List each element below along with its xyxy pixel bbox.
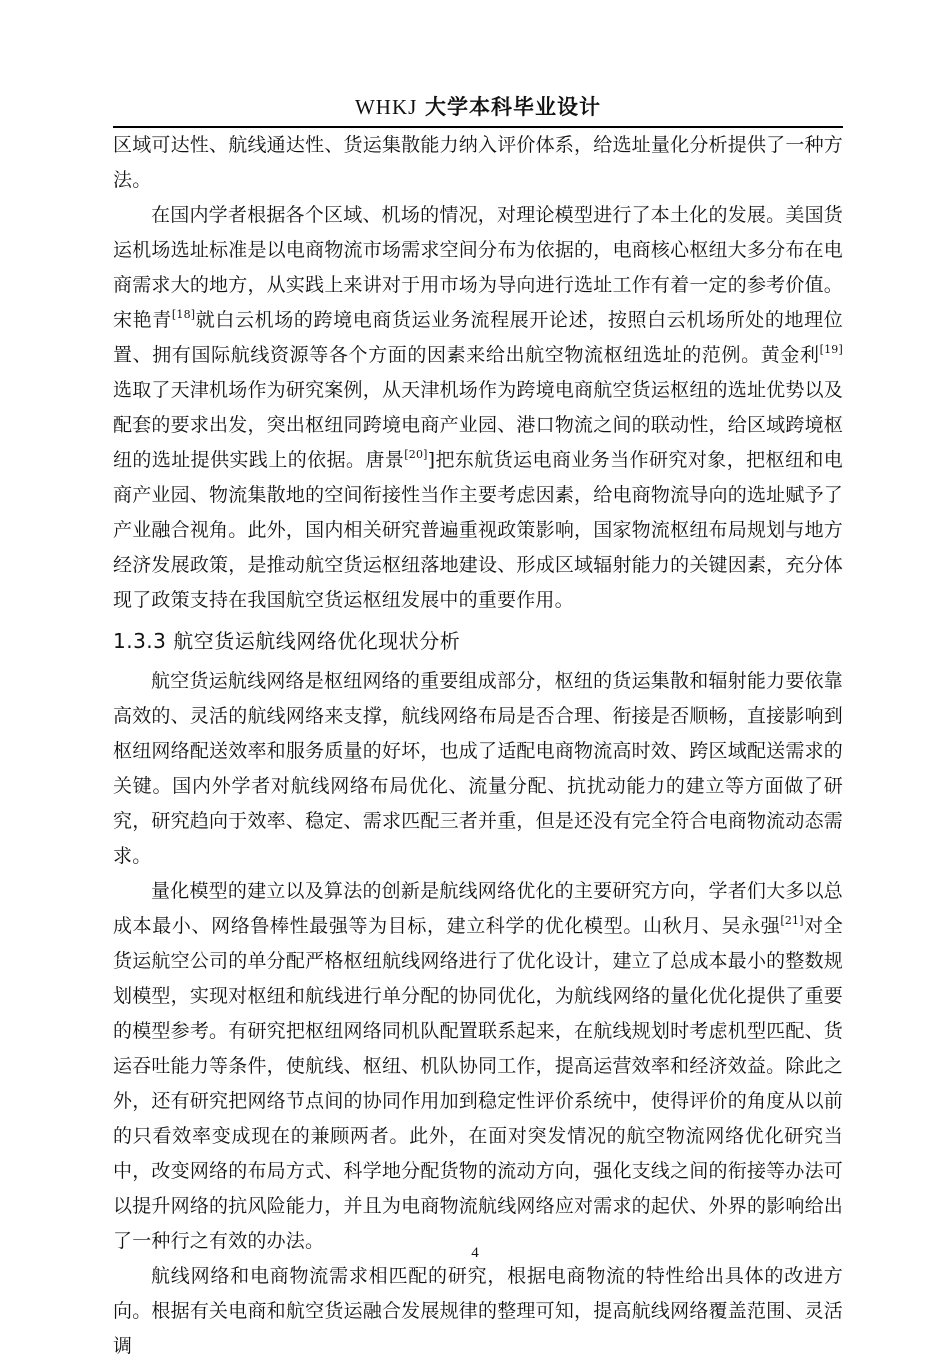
page-body [113,128,843,1364]
citation-18: [18] [171,308,196,321]
page-header [113,92,843,128]
paragraph-4-text-a: 量化模型的建立以及算法的创新是航线网络优化的主要研究方向，学者们大多以总成本最小、网络鲁棒性最强等为目标，建立科学的优化模型。山秋月、吴永强 [113,880,843,937]
paragraph-2-text-d: ]把东航货运电商业务当作研究对象，把枢纽和电商产业园、物流集散地的空间衔接性当作主要考虑因素，给电商物流导向的选址赋予了产业融合视角。此外，国内相关研究普遍重视政策影响，国家物流枢纽布局规划与地方经济发展政策，是推动航空货运枢纽落地建设、形成区域辐射能力的关键因素，充分体现了政策支持在我国航空货运枢纽发展中的重要作用。 [113,449,843,611]
section-heading: 1.3.3 航空货运航线网络优化现状分析 [113,629,461,653]
citation-20: [20] [404,448,428,461]
header-title [113,92,843,122]
paragraph-2-text-c: 选取了天津机场作为研究案例，从天津机场作为跨境电商航空货运枢纽的选址优势以及配套的要求出发，突出枢纽同跨境电商产业园、港口物流之间的联动性，给区域跨境枢纽的选址提供实践上的依据。唐景 [113,379,843,471]
paragraph-1: 区域可达性、航线通达性、货运集散能力纳入评价体系，给选址量化分析提供了一种方法。 [113,134,843,191]
paragraph-2-text-b: 就白云机场的跨境电商货运业务流程展开论述，按照白云机场所处的地理位置、拥有国际航线资源等各个方面的因素来给出航空物流枢纽选址的范例。黄金利 [113,309,843,366]
citation-21: [21] [780,914,804,927]
paragraph-4-text-b: 对全货运航空公司的单分配严格枢纽航线网络进行了优化设计，建立了总成本最小的整数规划模型，实现对枢纽和航线进行单分配的协同优化，为航线网络的量化优化提供了重要的模型参考。有研究把枢纽网络同机队配置联系起来，在航线规划时考虑机型匹配、货运吞吐能力等条件，使航线、枢纽、机队协同工作，提高运营效率和经济效益。除此之外，还有研究把网络节点间的协同作用加到稳定性评价系统中，使得评价的角度从以前的只看效率变成现在的兼顾两者。此外，在面对突发情况的航空物流网络优化研究当中，改变网络的布局方式、科学地分配货物的流动方向，强化支线之间的衔接等办法可以提升网络的抗风险能力，并且为电商物流航线网络应对需求的起伏、外界的影响给出了一种行之有效的办法。 [113,915,843,1252]
paragraph-5: 航线网络和电商物流需求相匹配的研究，根据电商物流的特性给出具体的改进方向。根据有关电商和航空货运融合发展规律的整理可知，提高航线网络覆盖范围、灵活调 [113,1265,843,1357]
paragraph-4 [113,874,843,1259]
citation-19: [19] [819,343,843,356]
page-number: 4 [471,1245,479,1261]
header-text: 大学本科毕业设计 [425,95,601,119]
paragraph-2-text-a: 在国内学者根据各个区域、机场的情况，对理论模型进行了本土化的发展。美国货运机场选址标准是以电商物流市场需求空间分布为依据的，电商核心枢纽大多分布在电商需求大的地方，从实践上来讲对于用市场为导向进行选址工作有着一定的参考价值。宋艳青 [113,204,843,331]
header-code: WHKJ [354,95,418,119]
paragraph-3: 航空货运航线网络是枢纽网络的重要组成部分，枢纽的货运集散和辐射能力要依靠高效的、灵活的航线网络来支撑，航线网络布局是否合理、衔接是否顺畅，直接影响到枢纽网络配送效率和服务质量的好坏，也成了适配电商物流高时效、跨区域配送需求的关键。国内外学者对航线网络布局优化、流量分配、抗扰动能力的建立等方面做了研究，研究趋向于效率、稳定、需求匹配三者并重，但是还没有完全符合电商物流动态需求。 [113,670,843,867]
paragraph-2 [113,198,843,618]
